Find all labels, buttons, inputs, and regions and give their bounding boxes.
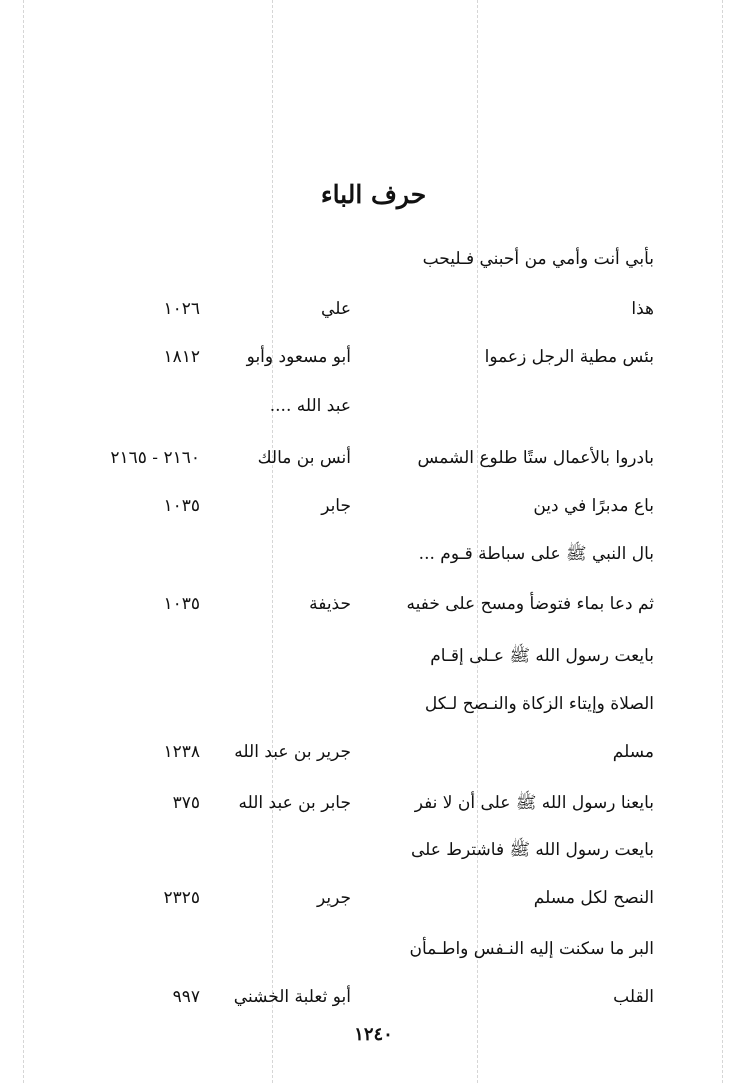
narrator-name: علي	[321, 299, 351, 319]
hadith-number: ١٨١٢	[163, 347, 200, 367]
hadith-text: بادروا بالأعمال ستًا طلوع الشمس	[417, 448, 654, 468]
index-entry	[0, 933, 747, 965]
hadith-number: ١٠٣٥	[163, 594, 200, 614]
narrator-name: أبو ثعلبة الخشني	[233, 987, 351, 1007]
hadith-text: بايعنا رسول الله ﷺ على أن لا نفر	[414, 793, 654, 813]
hadith-text: النصح لكل مسلم	[533, 888, 654, 908]
hadith-text: مسلم	[612, 742, 654, 762]
index-entry	[0, 538, 747, 570]
hadith-text: ثم دعا بماء فتوضأ ومسح على خفيه	[406, 594, 654, 614]
narrator-name: جرير	[317, 888, 351, 908]
hadith-text: بايعت رسول الله ﷺ عـلى إقـام	[430, 646, 654, 666]
index-entry	[0, 688, 747, 720]
index-entry	[0, 834, 747, 866]
narrator-name: جابر بن عبد الله	[238, 793, 351, 813]
narrator-name: أبو مسعود وأبو	[246, 347, 351, 367]
hadith-text: القلب	[613, 987, 654, 1007]
hadith-number: ١٠٢٦	[163, 299, 200, 319]
page-title: حرف الباء	[320, 180, 427, 209]
hadith-text: هذا	[631, 299, 654, 319]
narrator-name: عبد الله ....	[269, 396, 351, 416]
hadith-number: ٩٩٧	[172, 987, 200, 1007]
index-entry	[0, 442, 747, 474]
hadith-text: بايعت رسول الله ﷺ فاشترط على	[410, 840, 654, 860]
hadith-number: ٢١٦٠ - ٢١٦٥	[110, 448, 200, 468]
index-entry	[0, 787, 747, 819]
hadith-text: بئس مطية الرجل زعموا	[484, 347, 654, 367]
narrator-name: أنس بن مالك	[257, 448, 351, 468]
hadith-text: بأبي أنت وأمي من أحبني فـليحب	[422, 249, 654, 269]
page-number: ١٢٤٠	[354, 1024, 393, 1045]
index-entry	[0, 981, 747, 1013]
index-entry	[0, 390, 747, 422]
index-entry	[0, 640, 747, 672]
index-entry	[0, 882, 747, 914]
hadith-text: الصلاة وإيتاء الزكاة والنـصح لـكل	[424, 694, 654, 714]
index-entry	[0, 293, 747, 325]
hadith-number: ١٢٣٨	[163, 742, 200, 762]
hadith-text: البر ما سكنت إليه النـفس واطـمأن	[409, 939, 654, 959]
narrator-name: حذيفة	[309, 594, 351, 614]
hadith-text: بال النبي ﷺ على سباطة قـوم ...	[418, 544, 654, 564]
index-entry	[0, 588, 747, 620]
hadith-text: باع مدبرًا في دين	[533, 496, 654, 516]
hadith-number: ٣٧٥	[172, 793, 200, 813]
index-entry	[0, 243, 747, 275]
index-entry	[0, 736, 747, 768]
hadith-number: ٢٣٢٥	[163, 888, 200, 908]
narrator-name: جابر	[321, 496, 351, 516]
hadith-number: ١٠٣٥	[163, 496, 200, 516]
index-entry	[0, 341, 747, 373]
narrator-name: جرير بن عبد الله	[234, 742, 351, 762]
index-entry	[0, 490, 747, 522]
